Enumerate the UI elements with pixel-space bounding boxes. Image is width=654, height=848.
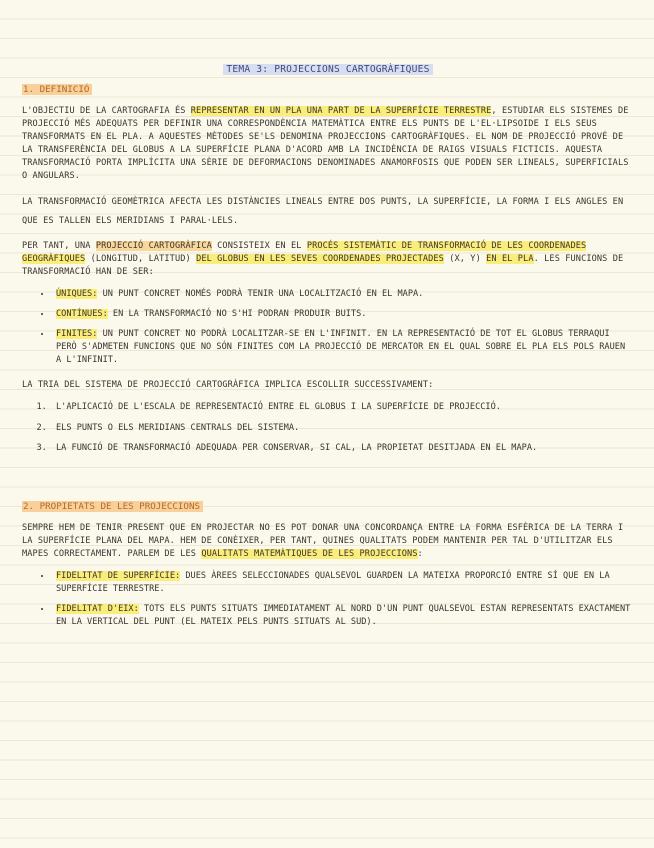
bullet-text: UN PUNT CONCRET NOMÉS PODRÀ TENIR UNA LOCALITZACIÓ EN EL MAPA. [97,288,424,299]
list-item: 3. LA FUNCIÓ DE TRANSFORMACIÓ ADEQUADA PER CONSERVAR, SI CAL, LA PROPIETAT DESITJADA EN EL MAPA. [52,442,634,455]
bullet-text: TOTS ELS PUNTS SITUATS IMMEDIATAMENT AL NORD D'UN PUNT QUALSEVOL ESTAN REPRESENTATS EXACTAMENT EN LA VERTICAL DEL PUNT (EL MATEIX PELS PUNTS SITUATS AL SUD). [56,604,631,628]
bullet-list-qualitats [22,570,634,629]
numbered-list-passos [22,401,634,454]
section-spacer [22,467,634,501]
document-page [22,64,634,641]
bullet-term: CONTÍNUES: [56,308,108,319]
bullet-text: DUES ÀREES SELECCIONADES QUALSEVOL GUARDEN LA MATEIXA PROPORCIÓ ENTRE SÍ QUE EN LA SUPERFÍCIE TERRESTRE. [56,570,610,595]
page-title [22,64,634,75]
highlight-text: QUALITATS MATEMÀTIQUES DE LES PROJECCIONS [201,548,418,559]
bullet-list-funcions [22,288,634,367]
section-heading-text: 1. DEFINICIÓ [22,84,92,95]
list-item [52,328,634,367]
paragraph-per-tant [22,240,634,279]
bullet-term: FIDELITAT D'EIX: [56,604,139,615]
text-span: (X, Y) [443,253,487,264]
text-span: SEMPRE HEM DE TENIR PRESENT QUE EN PROJECTAR NO ES POT DONAR UNA CONCORDANÇA ENTRE LA FORMA ESFÈRICA DE LA TERRA I LA SUPERFÍCIE PLANA DEL MAPA. HEM DE CONÈIXER, PER TANT, QUINES QUALITATS PODEM MANTENIR PER TAL D'UTILITZAR ELS MAPES CORRECTAMENT. PARLEM DE LES [22,522,624,559]
section-heading-text: 2. PROPIETATS DE LES PROJECCIONS [22,501,203,512]
text-span: CONSISTEIX EN EL [211,240,307,251]
highlight-text: DEL GLOBUS EN LES SEVES COORDENADES PROJECTADES [196,253,444,264]
text-span: L'OBJECTIU DE LA CARTOGRAFIA ÉS [22,106,191,116]
text-span: . LES FUNCIONS DE TRANSFORMACIÓ HAN DE SER: [22,253,624,277]
text-span: PER TANT, UNA [22,240,96,251]
bullet-term: FINITES: [56,329,98,340]
text-span: : [417,548,423,559]
highlight-text: PROJECCIÓ CARTOGRÀFICA [95,240,212,251]
paragraph-transformacio: LA TRANSFORMACIÓ GEOMÈTRICA AFECTA LES DISTÀNCIES LINEALS ENTRE DOS PUNTS, LA SUPERFÍCIE, LA FORMA I ELS ANGLES EN QUE ES TALLEN ELS MERIDIANS I PARAL·LELS. [22,196,624,226]
list-item: 1. L'APLICACIÓ DE L'ESCALA DE REPRESENTACIÓ ENTRE EL GLOBUS I LA SUPERFÍCIE DE PROJECCIÓ. [52,401,634,414]
highlight-text: EN EL PLA [486,253,534,264]
highlight-text: REPRESENTAR EN UN PLA UNA PART DE LA SUPERFÍCIE TERRESTRE [190,106,492,116]
paragraph-sempre [22,522,634,561]
paragraph-tria: LA TRIA DEL SISTEMA DE PROJECCIÓ CARTOGRÀFICA IMPLICA ESCOLLIR SUCCESSIVAMENT: [22,380,434,391]
list-item [52,308,634,321]
page-title-text: TEMA 3: PROJECCIONS CARTOGRÀFIQUES [223,64,432,75]
list-item: 2. ELS PUNTS O ELS MERIDIANS CENTRALS DEL SISTEMA. [52,422,634,435]
list-item [52,570,634,596]
paragraph-objectiu [22,105,634,184]
bullet-term: FIDELITAT DE SUPERFÍCIE: [56,570,181,581]
bullet-text: EN LA TRANSFORMACIÓ NO S'HI PODRAN PRODUIR BUITS. [107,308,367,319]
text-span: (LONGITUD, LATITUD) [85,253,197,264]
list-item [52,603,634,629]
text-span: , ESTUDIAR ELS SISTEMES DE PROJECCIÓ MÉS ADEQUATS PER DEFINIR UNA CORRESPONDÈNCIA MATEMÀTICA ENTRE ELS PUNTS DE L'EL·LIPSOIDE I ELS SEUS TRANSFORMATS EN EL PLA. A AQUESTES MÈTODES SE'LS DENOMINA PROJECCIONS CARTOGRÀFIQUES. EL NOM DE PROJECCIÓ PROVÉ DE LA TRANSFERÈNCIA DEL GLOBUS A LA SUPERFÍCIE PLANA D'ACORD AMB LA INCIDÈNCIA DE RAIGS VISUALS FICTICIS. AQUESTA TRANSFORMACIÓ PORTA IMPLÍCITA UNA SÈRIE DE DEFORMACIONS DENOMINADES ANAMORFOSIS QUE PODEN SER LINEALS, SUPERFICIALS O ANGULARS. [22,106,629,182]
section-heading-definicio [22,84,634,95]
section-heading-propietats [22,501,634,512]
highlight-text: PROCÉS SISTEMÀTIC DE TRANSFORMACIÓ DE LES COORDENADES GEOGRÀFIQUES [22,240,587,264]
list-item [52,288,634,301]
bullet-term: ÚNIQUES: [56,288,98,299]
bullet-text: UN PUNT CONCRET NO PODRÀ LOCALITZAR-SE EN L'INFINIT. EN LA REPRESENTACIÓ DE TOT EL GLOBUS TERRAQUI PERÒ S'ADMETEN FUNCIONS QUE NO SÓN FINITES COM LA PROJECCIÓ DE MERCATOR EN EL QUAL SOBRE EL PLA ELS POLS RAUEN A L'INFINIT. [56,329,626,366]
